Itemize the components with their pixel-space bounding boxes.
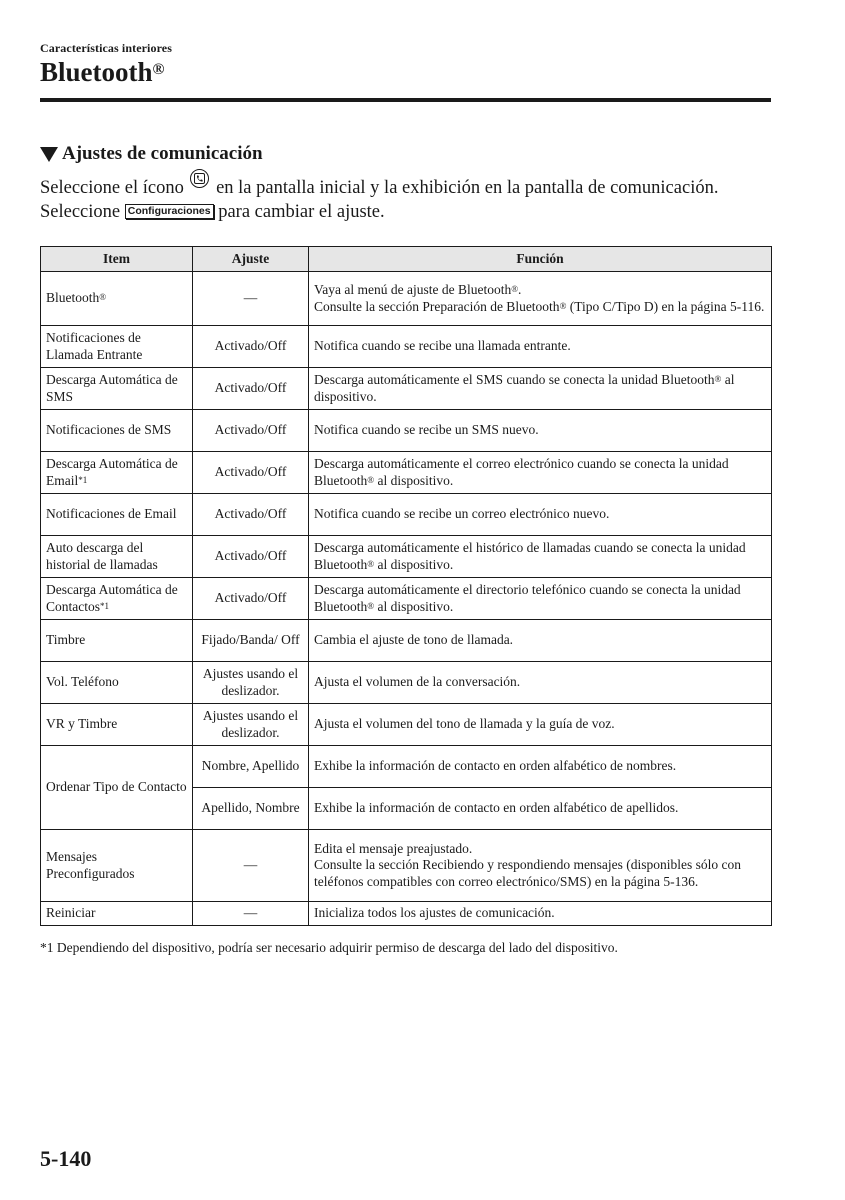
- table-row: [41, 830, 772, 902]
- intro-text-a: Seleccione el ícono: [40, 178, 184, 198]
- registered-mark: ®: [511, 284, 519, 294]
- triangle-bullet-icon: [40, 147, 58, 162]
- cell-funcion: [309, 410, 772, 452]
- chapter-label: Características interiores: [40, 41, 172, 55]
- page-title-text: Bluetooth: [40, 57, 153, 87]
- registered-mark: ®: [367, 600, 375, 611]
- table-row: [41, 662, 772, 704]
- table-row: [41, 410, 772, 452]
- table-row: [41, 272, 772, 326]
- footnote: *1 Dependiendo del dispositivo, podría ser necesario adquirir permiso de descarga del lado del dispositivo.: [40, 940, 618, 955]
- cell-ajuste: —: [193, 830, 309, 902]
- cell-item: Descarga Automática de SMS: [41, 368, 193, 410]
- table-row: [41, 620, 772, 662]
- intro-text-c: Seleccione: [40, 202, 121, 222]
- funcion-line: Consulte la sección Preparación de Bluetooth® (Tipo C/Tipo D) en la página 5-116.: [314, 298, 765, 314]
- registered-mark: ®: [714, 374, 722, 384]
- cell-ajuste: Ajustes usando el deslizador.: [193, 662, 309, 704]
- funcion-line: Notifica cuando se recibe un correo electrónico nuevo.: [314, 506, 610, 522]
- intro-text-d: para cambiar el ajuste.: [218, 202, 385, 222]
- section-heading: [40, 143, 263, 165]
- table-row: [41, 902, 772, 926]
- cell-item: Auto descarga del historial de llamadas: [41, 536, 193, 578]
- cell-ajuste: Activado/Off: [193, 326, 309, 368]
- funcion-line: Vaya al menú de ajuste de Bluetooth®.: [314, 282, 522, 297]
- cell-item: Timbre: [41, 620, 193, 662]
- cell-funcion: [309, 830, 772, 902]
- cell-funcion: [309, 788, 772, 830]
- table-row: [41, 452, 772, 494]
- cell-ajuste: Activado/Off: [193, 578, 309, 620]
- funcion-line: Descarga automáticamente el directorio telefónico cuando se conecta la unidad Bluetooth® al dispositivo.: [314, 582, 741, 614]
- settings-table: [40, 246, 772, 926]
- registered-mark: ®: [559, 300, 567, 311]
- cell-ajuste: Activado/Off: [193, 536, 309, 578]
- cell-ajuste: —: [193, 902, 309, 926]
- funcion-line: Descarga automáticamente el correo electrónico cuando se conecta la unidad Bluetooth® al dispositivo.: [314, 456, 729, 488]
- cell-ajuste: Activado/Off: [193, 494, 309, 536]
- funcion-line: Descarga automáticamente el SMS cuando se conecta la unidad Bluetooth® al dispositivo.: [314, 372, 735, 404]
- cell-ajuste: Ajustes usando el deslizador.: [193, 704, 309, 746]
- page-number: 5-140: [40, 1146, 92, 1171]
- cell-funcion: [309, 536, 772, 578]
- table-header-row: [41, 247, 772, 272]
- table-row: [41, 746, 772, 788]
- cell-funcion: [309, 272, 772, 326]
- intro-line-2: [40, 200, 780, 224]
- section-heading-text: Ajustes de comunicación: [62, 143, 263, 164]
- funcion-line: Cambia el ajuste de tono de llamada.: [314, 632, 514, 648]
- cell-item: Notificaciones de Email: [41, 494, 193, 536]
- funcion-line: Exhibe la información de contacto en orden alfabético de apellidos.: [314, 800, 679, 816]
- registered-mark: ®: [367, 474, 375, 485]
- header-item: Item: [41, 247, 193, 272]
- cell-item: Bluetooth®: [41, 272, 193, 326]
- title-rule: [40, 98, 771, 102]
- funcion-line: Consulte la sección Recibiendo y respondiendo mensajes (disponibles sólo con teléfonos compatibles con correo electrónico/SMS) en la página 5-136.: [314, 857, 742, 889]
- cell-ajuste: Activado/Off: [193, 452, 309, 494]
- funcion-line: Notifica cuando se recibe un SMS nuevo.: [314, 422, 539, 438]
- table-row: [41, 536, 772, 578]
- table-row: [41, 326, 772, 368]
- cell-funcion: [309, 902, 772, 926]
- funcion-line: Edita el mensaje preajustado.: [314, 840, 473, 856]
- cell-ajuste: —: [193, 272, 309, 326]
- cell-item: Descarga Automática de Email$^{*1}$: [41, 452, 193, 494]
- intro-paragraph: [40, 175, 780, 224]
- cell-item: Notificaciones de Llamada Entrante: [41, 326, 193, 368]
- cell-ajuste: Activado/Off: [193, 410, 309, 452]
- cell-item: Reiniciar: [41, 902, 193, 926]
- funcion-line: Exhibe la información de contacto en orden alfabético de nombres.: [314, 758, 677, 774]
- table-row: [41, 704, 772, 746]
- table-row: [41, 578, 772, 620]
- page-title: [40, 56, 164, 88]
- cell-ajuste: Nombre, Apellido: [193, 746, 309, 788]
- cell-item: Notificaciones de SMS: [41, 410, 193, 452]
- header-funcion: Función: [309, 247, 772, 272]
- cell-funcion: [309, 494, 772, 536]
- item-mark: *1: [78, 474, 88, 485]
- cell-funcion: [309, 662, 772, 704]
- funcion-line: Ajusta el volumen de la conversación.: [314, 674, 521, 690]
- cell-funcion: [309, 578, 772, 620]
- table-row: [41, 368, 772, 410]
- cell-funcion: [309, 452, 772, 494]
- cell-item: Mensajes Preconfigurados: [41, 830, 193, 902]
- configuraciones-key: Configuraciones: [125, 204, 214, 219]
- cell-funcion: [309, 326, 772, 368]
- intro-text-b: en la pantalla inicial y la exhibición en la pantalla de comunicación.: [216, 178, 719, 198]
- cell-ajuste: Activado/Off: [193, 368, 309, 410]
- funcion-line: Ajusta el volumen del tono de llamada y la guía de voz.: [314, 716, 615, 732]
- cell-ajuste: Apellido, Nombre: [193, 788, 309, 830]
- funcion-line: Descarga automáticamente el histórico de llamadas cuando se conecta la unidad Bluetooth® al dispositivo.: [314, 540, 746, 572]
- funcion-line: Notifica cuando se recibe una llamada entrante.: [314, 338, 571, 354]
- registered-mark: ®: [367, 558, 375, 569]
- cell-funcion: [309, 368, 772, 410]
- item-mark: *1: [100, 600, 109, 611]
- phone-icon: [190, 169, 209, 188]
- cell-item: VR y Timbre: [41, 704, 193, 746]
- header-ajuste: Ajuste: [193, 247, 309, 272]
- cell-item: Vol. Teléfono: [41, 662, 193, 704]
- funcion-line: Inicializa todos los ajustes de comunicación.: [314, 905, 555, 921]
- cell-funcion: [309, 620, 772, 662]
- cell-item: Ordenar Tipo de Contacto: [41, 746, 193, 830]
- intro-line-1: [40, 175, 780, 200]
- item-mark: ®: [99, 292, 107, 303]
- cell-funcion: [309, 746, 772, 788]
- cell-funcion: [309, 704, 772, 746]
- cell-item: Descarga Automática de Contactos$^{*1}$: [41, 578, 193, 620]
- cell-ajuste: Fijado/Banda/ Off: [193, 620, 309, 662]
- registered-mark: ®: [152, 61, 165, 78]
- table-row: [41, 494, 772, 536]
